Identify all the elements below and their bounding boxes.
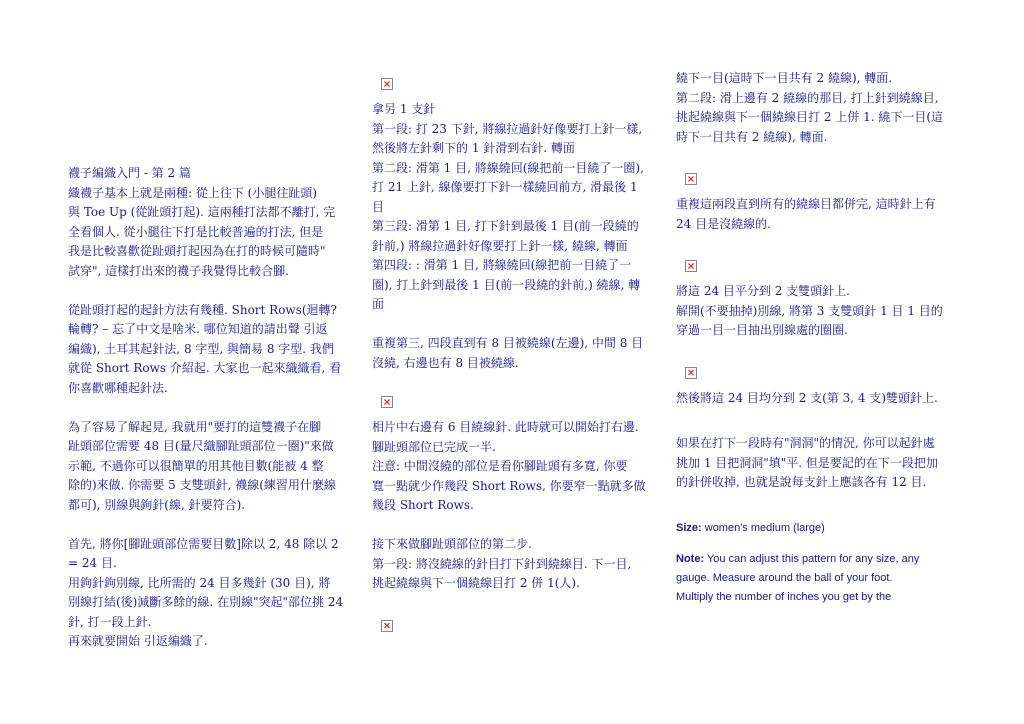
paragraph-repeat: [372, 334, 662, 373]
text-line: 注意: 中間沒繞的部位是看你腳趾頭有多寬, 你要: [372, 459, 628, 473]
text-line: 就從 Short Rows 介紹起. 大家也一起來織織看, 看: [68, 361, 342, 375]
text-line: 第二段: 滑第 1 目, 將線繞回(線把前一目繞了一圈),: [372, 160, 644, 175]
text-line: 24 目是沒繞線的.: [676, 216, 771, 231]
text-line: 時下一目共有 2 繞線), 轉面.: [676, 129, 828, 144]
note-label: Note:: [676, 552, 705, 565]
text-line: 打 21 上針, 線像要打下針一樣繞回前方, 滑最後 1: [372, 180, 638, 194]
text-line: 幾段 Short Rows.: [372, 498, 474, 512]
text-line: 我是比較喜歡從趾頭打起因為在打的時候可隨時": [68, 244, 326, 258]
broken-image-icon: [685, 367, 697, 379]
text-line: 圈), 打上針到最後 1 目(前一段繞的針前,) 繞線, 轉: [372, 277, 641, 292]
text-line: 織襪子基本上就是兩種: 從上往下 (小腿往趾頭): [68, 185, 318, 200]
note-line: You can adjust this pattern for any size, any: [704, 552, 920, 565]
note-paragraph: [676, 550, 966, 607]
text-line: 然後將左針剩下的 1 針滑到右針. 轉面: [372, 141, 575, 155]
size-line: [676, 519, 966, 538]
paragraph-second-step: [372, 535, 662, 594]
text-line: 再來就要開始 引返編織了.: [68, 634, 208, 648]
text-line: 然後將這 24 目均分到 2 支(第 3, 4 支)雙頭針上.: [676, 390, 938, 405]
text-line: 重複第三, 四段直到有 8 目被繞線(左邊), 中間 8 目: [372, 336, 644, 350]
column-1: [68, 164, 352, 652]
text-line: 都可), 別線與鉤針(線, 針要符合).: [68, 497, 246, 512]
text-line: 如果在打下一段時有"洞洞"的情況, 你可以起針處: [676, 436, 935, 450]
paragraph-intro: [68, 164, 352, 281]
text-line: 穿過一目一目抽出別線處的圈圈.: [676, 323, 848, 337]
note-line: gauge. Measure around the ball of your foot.: [676, 571, 893, 584]
text-line: 示範, 不過你可以很簡單的用其他目數(能被 4 整: [68, 458, 324, 473]
paragraph-continue: [676, 69, 966, 147]
text-line: 試穿", 這樣打出來的襪子我覺得比較合腳.: [68, 263, 289, 278]
size-value: women's medium (large): [701, 521, 825, 534]
text-line: 針前,) 將線拉過針好像要打上針一樣, 繞線, 轉面: [372, 238, 628, 253]
text-line: 寬一點就少作幾段 Short Rows, 你要窄一點就多做: [372, 478, 646, 493]
broken-image-icon: [685, 173, 697, 185]
text-line: 接下來做腳趾頭部位的第二步.: [372, 537, 532, 551]
text-line: 第一段: 打 23 下針, 將線拉過針好像要打上針一樣,: [372, 121, 643, 136]
broken-image-icon: [381, 78, 393, 90]
text-line: 第二段: 滑上邊有 2 繞線的那目, 打上針到繞線目,: [676, 90, 939, 105]
text-line: 挑起繞線與下一個繞線目打 2 併 1(人).: [372, 576, 580, 590]
text-line: 編織), 土耳其起針法, 8 字型, 與簡易 8 字型. 我們: [68, 341, 334, 356]
text-line: 全看個人. 從小腿往下打是比較普遍的打法, 但是: [68, 224, 324, 239]
broken-image-icon: [381, 620, 393, 632]
text-line: = 24 目.: [68, 556, 117, 570]
text-line: 挑起繞線與下一個繞線目打 2 上併 1. 繞下一目(這: [676, 110, 944, 124]
text-line: 的針併收掉, 也就是說每支針上應該各有 12 目.: [676, 475, 927, 489]
paragraph-short-rows-steps: [372, 100, 662, 315]
text-line: 目: [372, 199, 385, 214]
paragraph-cast-on-methods: [68, 301, 352, 399]
text-line: 面: [372, 297, 385, 311]
text-line: 解開(不要抽掉)別線, 將第 3 支雙頭針 1 目 1 目的: [676, 303, 943, 318]
text-line: 與 Toe Up (從趾頭打起). 這兩種打法都不離打, 完: [68, 205, 336, 219]
text-line: 挑加 1 目把洞洞"填"平. 但是要記的在下一段把加: [676, 455, 938, 470]
text-line: 用鉤針鉤別線, 比所需的 24 目多幾針 (30 目), 將: [68, 575, 331, 590]
paragraph-example: [68, 418, 352, 516]
paragraph-repeat-rows: [676, 195, 966, 234]
paragraph-divide: [676, 282, 966, 341]
text-line: 第三段: 滑第 1 目, 打下針到最後 1 目(前一段繞的: [372, 219, 639, 233]
paragraph-holes: [676, 434, 966, 493]
column-3: [676, 69, 966, 607]
paragraph-divide-again: [676, 389, 966, 409]
text-line: 為了容易了解起見, 我就用"要打的這雙襪子在腳: [68, 419, 322, 434]
text-line: 別線打結(後)減斷多餘的線. 在別線"突起"部位挑 24: [68, 595, 344, 609]
text-line: 趾頭部位需要 48 目(量尺織腳趾頭部位一圈)"來做: [68, 439, 334, 453]
text-line: 相片中右邊有 6 目繞線針. 此時就可以開始打右邊.: [372, 420, 639, 434]
size-label: Size:: [676, 521, 702, 534]
text-line: 拿另 1 支針: [372, 102, 436, 116]
text-line: 繞下一目(這時下一目共有 2 繞線), 轉面.: [676, 71, 893, 85]
text-line: 輪轉? – 忘了中文是啥米. 哪位知道的請出聲 引返: [68, 322, 328, 336]
text-line: 將這 24 目平分到 2 支雙頭針上.: [676, 284, 850, 298]
text-line: 首先, 將你[腳趾頭部位需要目數]除以 2, 48 除以 2: [68, 536, 339, 551]
paragraph-photo-note: [372, 418, 662, 516]
text-line: 腳趾頭部位已完成一半.: [372, 439, 496, 454]
text-line: 從趾頭打起的起針方法有幾種. Short Rows(迴轉?: [68, 302, 337, 317]
text-line: 第一段: 將沒繞線的針目打下針到繞線目. 下一目,: [372, 556, 632, 571]
broken-image-icon: [381, 396, 393, 408]
text-line: 針, 打一段上針.: [68, 614, 152, 629]
broken-image-icon: [685, 260, 697, 272]
text-line: 襪子編織入門 - 第 2 篇: [68, 166, 191, 180]
paragraph-first-step: [68, 535, 352, 652]
text-line: 除的)來做. 你需要 5 支雙頭針, 襪線(練習用什麼線: [68, 478, 336, 492]
text-line: 你喜歡哪種起針法.: [68, 380, 168, 395]
column-2: [372, 78, 662, 632]
text-line: 重複這兩段直到所有的繞線目都併完, 這時針上有: [676, 197, 936, 211]
note-line: Multiply the number of inches you get by the: [676, 590, 892, 603]
text-line: 第四段: : 滑第 1 目, 將線繞回(線把前一目繞了一: [372, 258, 632, 272]
text-line: 沒繞, 右邊也有 8 目被繞線.: [372, 355, 519, 370]
